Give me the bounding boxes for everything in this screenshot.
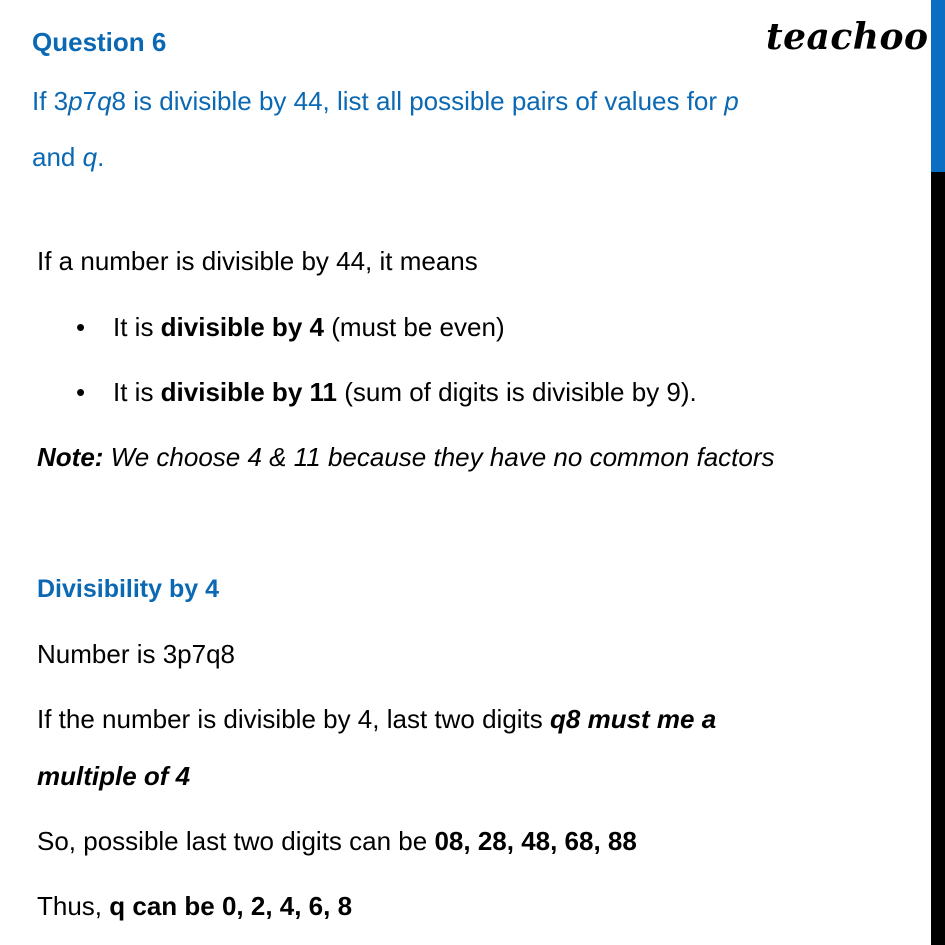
bullet-icon: •: [76, 312, 86, 342]
bullet-suffix: (must be even): [323, 312, 505, 342]
side-accent-bar-black: [931, 172, 945, 945]
teachoo-logo: teachoo: [766, 16, 929, 58]
question-text-fragment: If 3: [32, 86, 69, 116]
bullet-prefix: It is: [113, 377, 161, 407]
bullet-suffix: (sum of digits is divisible by 9).: [336, 377, 697, 407]
note: [37, 441, 775, 473]
question-text-fragment: .: [97, 142, 105, 172]
condition-line-1: [37, 703, 716, 735]
question-text-line-1: [32, 85, 739, 117]
note-label: Note:: [37, 442, 104, 472]
condition-emphasis: q8 must me a: [550, 704, 717, 734]
bullet-emphasis: divisible by 4: [160, 312, 324, 342]
question-text-fragment: and: [32, 142, 83, 172]
variable-q: q: [82, 142, 98, 172]
section-heading: Divisibility by 4: [37, 575, 220, 603]
conclusion-values: q can be 0, 2, 4, 6, 8: [109, 891, 353, 921]
question-text-fragment: 8 is divisible by 44, list all possible pairs of values for: [111, 86, 725, 116]
variable-q: q: [97, 86, 112, 116]
possible-digits-line: [37, 825, 637, 857]
possible-digits-text: So, possible last two digits can be: [37, 826, 435, 856]
condition-text: If the number is divisible by 4, last two digits: [37, 704, 551, 734]
condition-line-2: multiple of 4: [37, 761, 191, 791]
bullet-item-divisible-by-11: [113, 376, 697, 408]
possible-digits-values: 08, 28, 48, 68, 88: [434, 826, 637, 856]
question-text-fragment: 7: [82, 86, 98, 116]
bullet-prefix: It is: [113, 312, 161, 342]
note-text: We choose 4 & 11 because they have no common factors: [103, 442, 775, 472]
bullet-icon: •: [76, 377, 86, 407]
conclusion-line: [37, 890, 352, 922]
bullet-item-divisible-by-4: [113, 311, 505, 343]
variable-p: p: [68, 86, 83, 116]
variable-p: p: [724, 86, 739, 116]
number-statement: Number is 3p7q8: [37, 639, 235, 669]
solution-intro: If a number is divisible by 44, it means: [37, 246, 478, 276]
question-title: Question 6: [32, 27, 167, 57]
side-accent-bar-blue: [931, 0, 945, 172]
question-text-line-2: [32, 141, 104, 173]
conclusion-prefix: Thus,: [37, 891, 110, 921]
bullet-emphasis: divisible by 11: [160, 377, 337, 407]
